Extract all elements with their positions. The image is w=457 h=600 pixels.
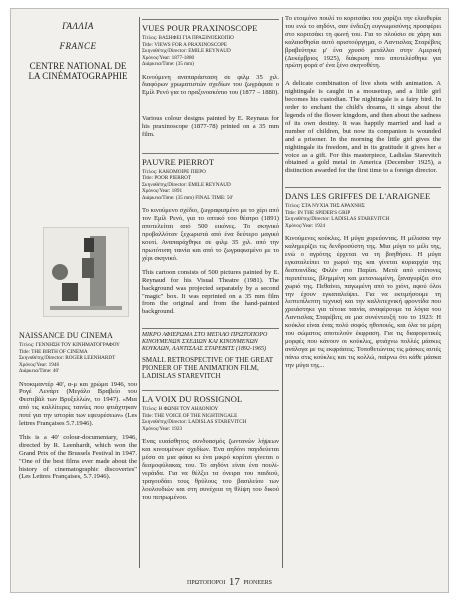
page-number: 17 — [228, 576, 240, 588]
retrospective-greek: ΜΙΚΡΟ ΑΦΙΕΡΩΜΑ ΣΤΟ ΜΕΓΑΛΟ ΠΡΩΤΟΠΟΡΟ ΚΙΝΟΥΜΕΝΩΝ ΣΧΕΔΙΩΝ ΚΑΙ ΚΙΝΟΥΜΕΝΩΝ ΚΟΥΚΛΩΝ, ΛΑΝΤΙΣΛΑΣ ΣΤΑΡΕΒΙΤΣ (1892-1965) — [142, 332, 268, 353]
meta-line: Title: THE VOICE OF THE NIGHTINGALE — [142, 412, 238, 419]
meta-line: Σκηνοθέτης/Director: LADISLAS STAREVITCH — [285, 216, 390, 223]
meta-line: Διάρκεια/Time: 40' — [19, 368, 60, 374]
film-title-voix-du-rossignol: LA VOIX DU ROSSIGNOL — [142, 394, 243, 405]
meta-line: Χρόνος/Year: 1924 — [285, 222, 326, 229]
column-divider — [282, 17, 283, 568]
film-meta-voix-du-rossignol — [142, 406, 279, 432]
film-meta-pauvre-pierrot — [142, 169, 279, 202]
column-3 — [285, 9, 441, 570]
meta-line: Τίτλος: ΓΕΝΝΗΣΗ ΤΟΥ ΚΙΝΗΜΑΤΟΓΡΑΦΟΥ — [19, 342, 120, 348]
country-english: FRANCE — [59, 41, 97, 51]
meta-line: Σκηνοθέτης/Director: LADISLAS STAREVITCH — [142, 419, 247, 426]
film-meta-naissance — [19, 342, 137, 375]
meta-line: Title: VIEWS FOR A PRAXINOSCOPE — [142, 41, 228, 48]
film-still-image — [43, 227, 129, 317]
meta-line: Τίτλος: ΣΤΑ ΝΥΧΙΑ ΤΗΣ ΑΡΑΧΝΗΣ — [285, 203, 365, 210]
film-meta-dans-les-griffes — [285, 203, 441, 229]
meta-line: Σκηνοθέτης/Director: ROGER LEENHARDT — [19, 355, 116, 361]
paragraph-greek: Ένας ευαίσθητος συνδυασμός ζωντανών λήψεων και κινουμένων σχεδίων. Ένα αηδόνι παγιδεύεται μέσα σε μια φάκα κι ένα μικρό κορίτσι γίνεται ο δεσμοφύλακας του. Το αηδόνι είναι ένα πουλί-νεράιδα. Για να θέλξει τα όνειρα του παιδιού, τραγουδάει τους θρύλους του βασιλείου των λουλουδιών και στη συνέχεια τη θλίψη του δικού του πεπρωμένου. — [142, 438, 279, 501]
meta-line: Σκηνοθέτης/Director: EMILE REYNAUD — [142, 181, 231, 188]
meta-line: Διάρκεια/Time: (35 mm) FINAL TIME: 50' — [142, 194, 234, 201]
paragraph-greek: Κινούμενη αναπαράσταση σε φιλμ 35 χιλ. διαφόρων χρωματιστών σχεδίων του ζωγράφισε ο Εμίλ Ρενό για το πραξινοσκόπιο του (1877 – 1880). — [142, 73, 279, 97]
meta-line: Τίτλος: Η ΦΩΝΗ ΤΟΥ ΑΗΔΟΝΙΟΥ — [142, 406, 219, 413]
film-title-pauvre-pierrot: PAUVRE PIERROT — [142, 156, 215, 167]
film-title-dans-les-griffes: DANS LES GRIFFES DE L'ARAIGNEE — [285, 191, 431, 202]
film-title-praxinoscope: VUES POUR PRAXINOSCOPE — [142, 23, 258, 33]
footer-right-label: PIONEERS — [243, 580, 273, 586]
meta-line: Χρόνος/Year: 1946 — [19, 361, 60, 368]
paragraph-greek: Το κινούμενο σχέδιο, ζωγραφισμένο με το χέρι από τον Εμίλ Ρενό, για το οπτικό του θέατρο (1891) αποτελείται από 500 εικόνες. Το σκηνικό προβαλλόταν ξεχωριστά από ένα δεύτερο μαγικό κουτί. Αναπαράχθηκε σε φιλμ 35 χιλ. από την πρωτότυπη ταινία και από το ζωγραφισμένο με το χέρι σκηνικό. — [142, 207, 279, 262]
paragraph-english: A delicate combination of live shots with animation. A nightingale is caught in a mousetrap, and a little girl becomes his custodian. The nightingale is a fairy bird. In order to enchant the child's dreams, it sings about the legends of the flower kingdom, and then about the sadness of its own destiny. It was happily married and had a number of children, but now its companion is wounded and a prisoner. In the morning the little girl gives the nightingale its freedom, and in its gratitude it gives her a voice as a gift. For this masterpiece, Ladislas Starevitch obtained a gold metal in America (December 1925), a distinction awarded for the first time to a foreign director. — [285, 80, 441, 175]
film-meta-praxinoscope — [142, 35, 279, 68]
paragraph-greek: Το ετοιμόνο πουλί το κοριτσάκι του χαρίζει την ελευθερία του ενώ το αηδόνι, σαν ένδειξη ευγνωμοσύνης προσφέρει στο κοριτσάκι τη φωνή του. Για το πλούσιο σε χάρη και καλαισθησία αυτό αριστούργημα, ο Λαντισλας Σταρέβιτς βραβεύτηκε μ' ένα χρυσό μετάλλιο στην Αμερική (Δεκέμβριος 1925), διάκριση που αποτελέσθηκε για πρώτη φορά σ' ένα ξένο σκηνοθέτη. — [285, 15, 441, 70]
column-2 — [142, 9, 279, 570]
meta-line: Χρόνος/Year: 1877-1880 — [142, 54, 195, 61]
paragraph-english: This is a 40' colour-documentary, 1946, directed by R. Leenhardt, which won the Grand Prix of the Brussels Festival in 1947. "One of the best films ever made about the history of cinematographic discoveries" (Les Lettres Françaises, 5.7.1946). — [19, 433, 137, 481]
paragraph-english: This cartoon consists of 500 pictures painted by E. Reynaud for his Visual Theatre (1981). The background was projected separately by a second "magic" box. It was reprinted on a 35 mm film from the original and from the hand-painted background. — [142, 268, 279, 316]
film-still-illustration — [44, 228, 128, 316]
meta-line: Title: IN THE SPIDER'S GRIP — [285, 209, 351, 216]
film-title-naissance: NAISSANCE DU CINEMA — [19, 331, 113, 340]
meta-line: Title: POOR PIERROT — [142, 175, 192, 182]
meta-line: Σκηνοθέτης/Director: EMILE REYNAUD — [142, 48, 231, 54]
column-divider — [139, 17, 140, 568]
meta-line: Τίτλος: ΒΑΣΗΦΕΙ ΓΙΑ ΠΡΑΞΙΝΟΣΚΟΠΙΟ — [142, 35, 234, 41]
meta-line: Διάρκεια/Time: (35 mm) — [142, 61, 194, 67]
document-page — [10, 8, 449, 593]
paragraph-greek: Ντοκιμαντέρ 40', α-μ και χρώμα 1946, του Ρογέ Λενάρτ (Μεγάλο Βραβείο του Φεστιβάλ των Βρυξελλών, το 1947). «Μια από τις καλλίτερες ταινίες που φτιάχτηκαν ποτέ για την ιστορία των εφευρέσεων» (Les lettres Françaises 5.7.1946). — [19, 380, 137, 428]
column-1 — [19, 9, 137, 570]
paragraph-greek: Κινούμενες κούκλες. Η μύγα χορεύοντας. Η μέλισσα την καλημερίζει τις δενδροσύστη της. Μια μύγα το μέλι της, ενώ ο αγρότης έρχεται να τη βοηθήσει. Η μύγα εγκαταλείπει το χωριό της και γίνεται κυριαρχία της δεσποινίδας Φιλέν στο Παρίσι. Μετά από επίπονες περιπέτειες, βλημμένη και μετανιωμένη, ξαναγυρίζει στο χωριό της. Πεθαίνει, παγωμένη από το χιόνι, αφού όλοι την έχουν εγκαταλείψει. Για να εκτιμήσουμε τη λεπτεπίλεπτη τεχνική και την καλλιτεχνική φροντίδα που χρειάστηκε για τέτοια ταινία, αναφέρουμε τα λόγια του Λαντισλας Σταρέβιτς σε μια συνέντευξή του το 1923: Η κούκλα είναι ένας πολύ σοφός ηθοποιός, και όλα τα μέρη του σώματος αποτελούν έκφραση. Για τις διαφορετικές μορφές που κάνουν οι κούκλες, φτιάχνω πολλές μάσκες ανάλογα με τις εκφράσεις. Τοποθετώντας τις μάσκες αυτές πάνω στις κούκλες και τις κολλώ, παίρνω ότι κάθε μάσκα την μύγα της... — [285, 235, 441, 369]
organization-name: CENTRE NATIONAL DE LA CINÉMATOGRAPHIE — [28, 61, 128, 81]
meta-line: Title: THE BIRTH OF CINEMA — [19, 348, 88, 355]
meta-line: Χρόνος/Year: 1923 — [142, 425, 183, 432]
page-footer — [11, 576, 448, 588]
retrospective-english: SMALL RETROSPECTIVE OF THE GREAT PIONEER OF THE ANIMATION FILM, LADISLAS STAREVITCH — [142, 356, 273, 381]
meta-line: Χρόνος/Year: 1891 — [142, 188, 183, 195]
paragraph-english: Various colour designs painted by E. Reynaus for his praxinoscope (1877-78) printed on a 35 mm film. — [142, 115, 279, 139]
footer-left-label: ΠΡΩΤΟΠΟΡΟΙ — [186, 580, 226, 586]
country-greek: ΓΑΛΛΙΑ — [62, 21, 94, 31]
meta-line: Τίτλος: ΚΑΚΟΜΟΙΡΕ ΠΙΕΡΟ — [142, 168, 206, 175]
